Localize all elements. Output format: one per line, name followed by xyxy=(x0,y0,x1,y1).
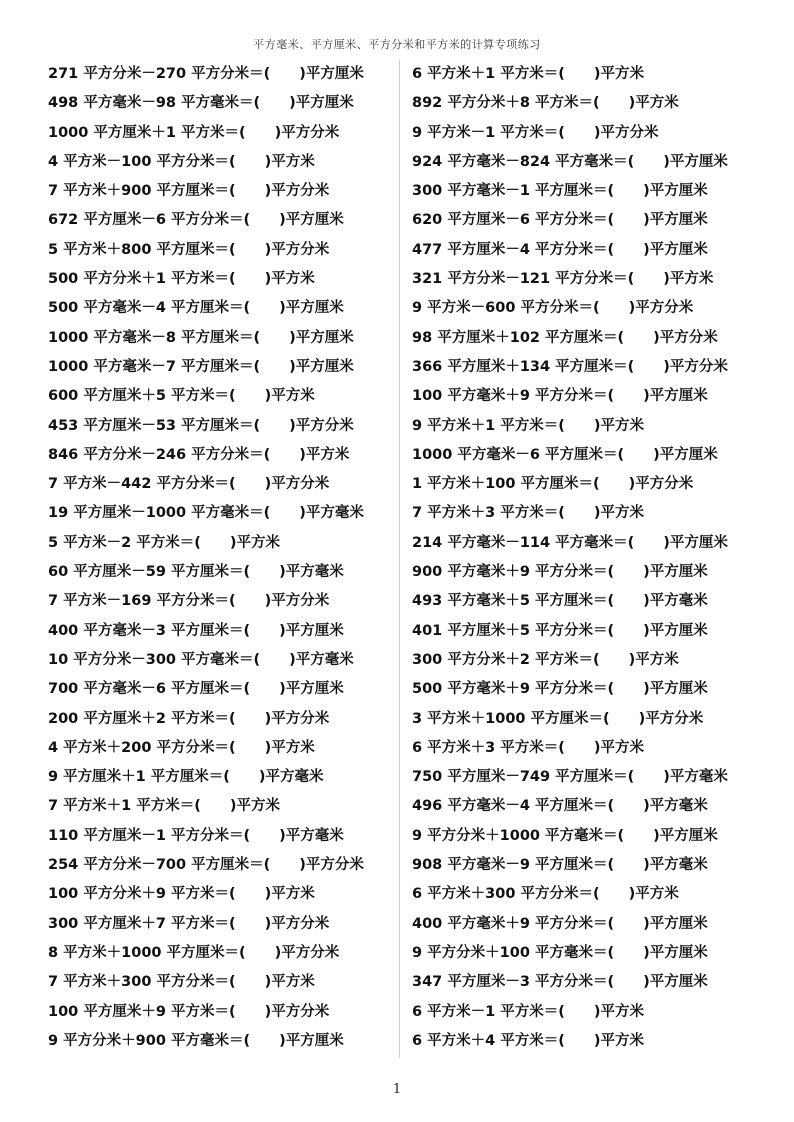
problem-list-left xyxy=(48,60,393,1056)
problem-item: 4 平方米－100 平方分米＝( )平方米 xyxy=(48,153,315,170)
problem-item: 5 平方米＋800 平方厘米＝( )平方分米 xyxy=(48,241,330,258)
problem-item: 1000 平方毫米－7 平方厘米＝( )平方厘米 xyxy=(48,358,354,375)
problem-item: 9 平方米－1 平方米＝( )平方分米 xyxy=(412,124,659,141)
problem-item: 98 平方厘米＋102 平方厘米＝( )平方分米 xyxy=(412,329,718,346)
problem-item: 498 平方毫米－98 平方毫米＝( )平方厘米 xyxy=(48,95,354,112)
problem-item: 214 平方毫米－114 平方毫米＝( )平方厘米 xyxy=(412,534,728,551)
problem-item: 100 平方毫米＋9 平方分米＝( )平方厘米 xyxy=(412,388,708,405)
problem-item: 924 平方毫米－824 平方毫米＝( )平方厘米 xyxy=(412,153,728,170)
problem-item: 347 平方厘米－3 平方分米＝( )平方厘米 xyxy=(412,974,708,991)
problem-item: 400 平方毫米＋9 平方分米＝( )平方厘米 xyxy=(412,915,708,932)
problem-item: 9 平方米－600 平方分米＝( )平方分米 xyxy=(412,300,694,317)
problem-item: 300 平方分米＋2 平方米＝( )平方米 xyxy=(412,651,679,668)
problem-item: 10 平方分米－300 平方毫米＝( )平方毫米 xyxy=(48,651,354,668)
problem-item: 6 平方米＋3 平方米＝( )平方米 xyxy=(412,739,645,756)
problem-item: 6 平方米＋300 平方分米＝( )平方米 xyxy=(412,886,679,903)
problem-item: 700 平方毫米－6 平方厘米＝( )平方厘米 xyxy=(48,681,344,698)
problem-item: 600 平方厘米＋5 平方米＝( )平方米 xyxy=(48,388,315,405)
problem-item: 7 平方米－169 平方分米＝( )平方分米 xyxy=(48,593,330,610)
problem-item: 9 平方分米＋1000 平方毫米＝( )平方厘米 xyxy=(412,827,718,844)
problem-item: 100 平方分米＋9 平方米＝( )平方米 xyxy=(48,886,315,903)
problem-item: 908 平方毫米－9 平方厘米＝( )平方毫米 xyxy=(412,857,708,874)
problem-item: 400 平方毫米－3 平方厘米＝( )平方厘米 xyxy=(48,622,344,639)
problem-item: 1 平方米＋100 平方厘米＝( )平方分米 xyxy=(412,476,694,493)
problem-item: 496 平方毫米－4 平方厘米＝( )平方毫米 xyxy=(412,798,708,815)
column-divider xyxy=(399,60,400,1058)
problem-item: 6 平方米＋4 平方米＝( )平方米 xyxy=(412,1032,645,1049)
page-number: 1 xyxy=(392,1082,402,1097)
problem-item: 1000 平方毫米－6 平方厘米＝( )平方厘米 xyxy=(412,446,718,463)
problem-item: 200 平方厘米＋2 平方米＝( )平方分米 xyxy=(48,710,330,727)
problem-list-right xyxy=(412,60,757,1056)
problem-item: 9 平方分米＋900 平方毫米＝( )平方厘米 xyxy=(48,1032,344,1049)
problem-item: 9 平方分米＋100 平方毫米＝( )平方厘米 xyxy=(412,944,708,961)
problem-item: 100 平方厘米＋9 平方米＝( )平方分米 xyxy=(48,1003,330,1020)
problem-item: 5 平方米－2 平方米＝( )平方米 xyxy=(48,534,281,551)
problem-item: 7 平方米＋3 平方米＝( )平方米 xyxy=(412,505,645,522)
problem-item: 254 平方分米－700 平方厘米＝( )平方分米 xyxy=(48,857,364,874)
problem-item: 3 平方米＋1000 平方厘米＝( )平方分米 xyxy=(412,710,704,727)
problem-item: 9 平方厘米＋1 平方厘米＝( )平方毫米 xyxy=(48,769,324,786)
problem-item: 19 平方厘米－1000 平方毫米＝( )平方毫米 xyxy=(48,505,364,522)
problem-item: 271 平方分米－270 平方分米＝( )平方厘米 xyxy=(48,66,364,82)
problem-item: 1000 平方毫米－8 平方厘米＝( )平方厘米 xyxy=(48,329,354,346)
problem-item: 493 平方毫米＋5 平方厘米＝( )平方毫米 xyxy=(412,593,708,610)
problem-item: 366 平方厘米＋134 平方厘米＝( )平方分米 xyxy=(412,358,728,375)
problem-item: 500 平方毫米－4 平方厘米＝( )平方厘米 xyxy=(48,300,344,317)
problem-item: 7 平方米＋1 平方米＝( )平方米 xyxy=(48,798,281,815)
problem-item: 6 平方米－1 平方米＝( )平方米 xyxy=(412,1003,645,1020)
problem-item: 750 平方厘米－749 平方厘米＝( )平方毫米 xyxy=(412,769,728,786)
problem-item: 6 平方米＋1 平方米＝( )平方米 xyxy=(412,66,645,82)
problem-item: 672 平方厘米－6 平方分米＝( )平方厘米 xyxy=(48,212,344,229)
problem-item: 60 平方厘米－59 平方厘米＝( )平方毫米 xyxy=(48,564,344,581)
problem-item: 401 平方厘米＋5 平方分米＝( )平方厘米 xyxy=(412,622,708,639)
problem-item: 892 平方分米＋8 平方米＝( )平方米 xyxy=(412,95,679,112)
problem-item: 300 平方厘米＋7 平方米＝( )平方分米 xyxy=(48,915,330,932)
page-title: 平方毫米、平方厘米、平方分米和平方米的计算专项练习 xyxy=(253,38,541,51)
problem-item: 110 平方厘米－1 平方分米＝( )平方毫米 xyxy=(48,827,344,844)
problem-item: 9 平方米＋1 平方米＝( )平方米 xyxy=(412,417,645,434)
problem-item: 453 平方厘米－53 平方厘米＝( )平方分米 xyxy=(48,417,354,434)
problem-item: 500 平方分米＋1 平方米＝( )平方米 xyxy=(48,271,315,288)
problem-item: 8 平方米＋1000 平方厘米＝( )平方分米 xyxy=(48,944,340,961)
problem-item: 321 平方分米－121 平方分米＝( )平方米 xyxy=(412,271,714,288)
problem-item: 7 平方米＋900 平方厘米＝( )平方分米 xyxy=(48,183,330,200)
problem-item: 7 平方米＋300 平方分米＝( )平方米 xyxy=(48,974,315,991)
problem-item: 300 平方毫米－1 平方厘米＝( )平方厘米 xyxy=(412,183,708,200)
problem-item: 900 平方毫米＋9 平方分米＝( )平方厘米 xyxy=(412,564,708,581)
problem-item: 620 平方厘米－6 平方分米＝( )平方厘米 xyxy=(412,212,708,229)
problem-item: 1000 平方厘米＋1 平方米＝( )平方分米 xyxy=(48,124,340,141)
problem-item: 846 平方分米－246 平方分米＝( )平方米 xyxy=(48,446,350,463)
problem-item: 4 平方米＋200 平方分米＝( )平方米 xyxy=(48,739,315,756)
problem-item: 7 平方米－442 平方分米＝( )平方分米 xyxy=(48,476,330,493)
problem-item: 477 平方厘米－4 平方分米＝( )平方厘米 xyxy=(412,241,708,258)
problem-item: 500 平方毫米＋9 平方分米＝( )平方厘米 xyxy=(412,681,708,698)
